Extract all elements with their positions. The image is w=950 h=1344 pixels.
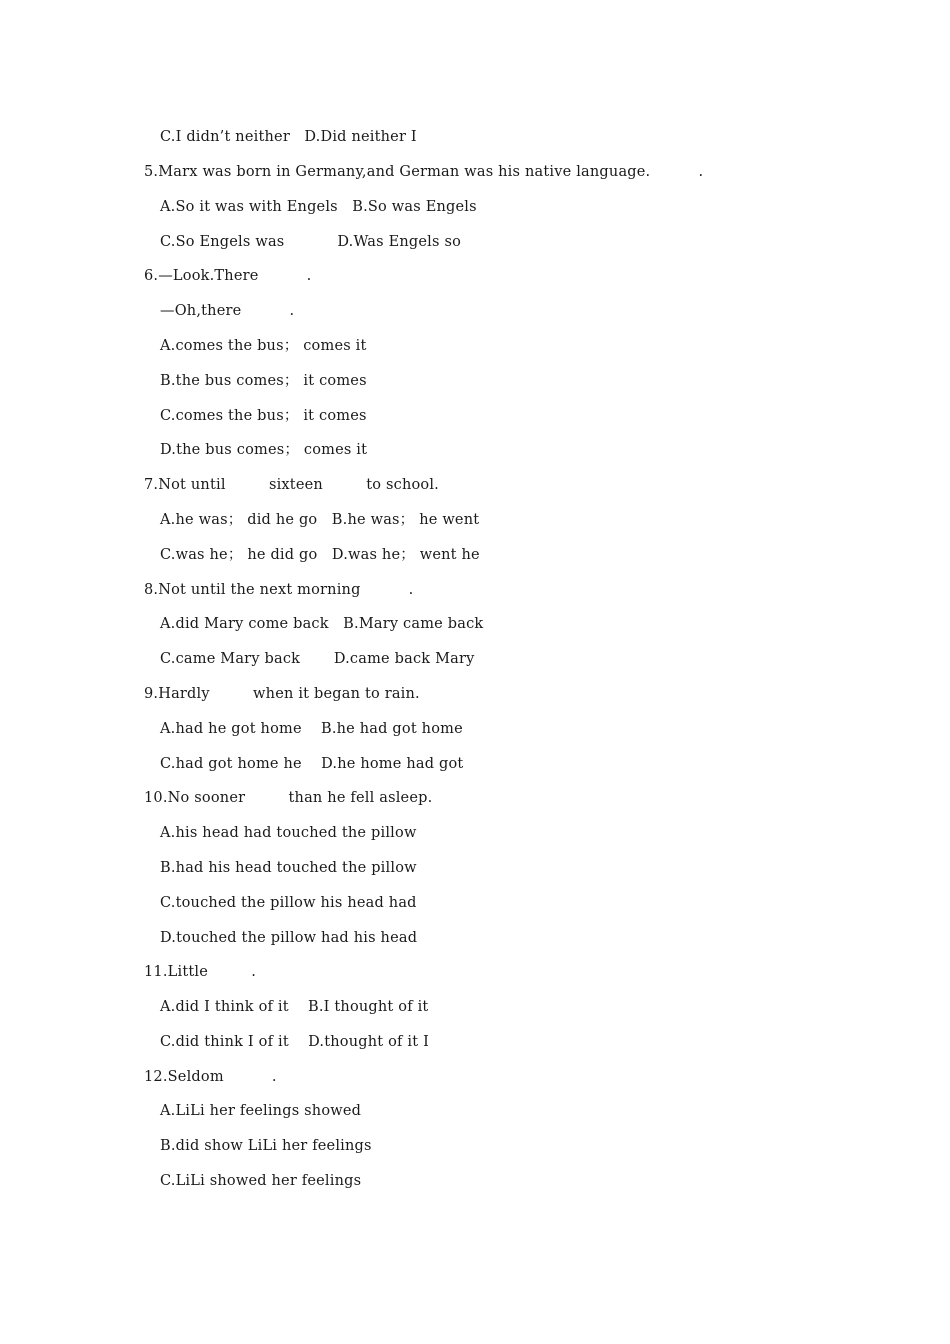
question-line: 7.Not until sixteen to school.	[144, 477, 439, 493]
option-line: B.had his head touched the pillow	[160, 860, 417, 876]
option-line: A.had he got home B.he had got home	[160, 721, 463, 737]
option-line: C.LiLi showed her feelings	[160, 1173, 362, 1189]
option-line: C.So Engels was D.Was Engels so	[160, 234, 462, 250]
question-line: 10.No sooner than he fell asleep.	[144, 790, 433, 806]
option-line: A.comes the bus； comes it	[160, 338, 367, 354]
option-line: A.he was； did he go B.he was； he went	[160, 512, 480, 528]
option-line: —Oh,there .	[160, 303, 295, 319]
option-line: C.had got home he D.he home had got	[160, 756, 464, 772]
option-line: A.LiLi her feelings showed	[160, 1103, 362, 1119]
option-line: C.comes the bus； it comes	[160, 408, 367, 424]
option-line: C.came Mary back D.came back Mary	[160, 651, 475, 667]
option-line: B.the bus comes； it comes	[160, 373, 367, 389]
option-line: B.did show LiLi her feelings	[160, 1138, 372, 1154]
option-line: A.did Mary come back B.Mary came back	[160, 616, 484, 632]
option-line: C.I didn’t neither D.Did neither I	[160, 129, 417, 145]
option-line: D.touched the pillow had his head	[160, 930, 418, 946]
option-line: C.touched the pillow his head had	[160, 895, 417, 911]
question-line: 12.Seldom .	[144, 1069, 277, 1085]
option-line: A.his head had touched the pillow	[160, 825, 417, 841]
question-line: 5.Marx was born in Germany,and German was his native language. .	[144, 164, 704, 180]
option-line: D.the bus comes； comes it	[160, 442, 368, 458]
question-line: 11.Little .	[144, 964, 257, 980]
option-line: C.did think I of it D.thought of it I	[160, 1034, 429, 1050]
question-line: 6.—Look.There .	[144, 268, 312, 284]
question-line: 8.Not until the next morning .	[144, 582, 414, 598]
question-line: 9.Hardly when it began to rain.	[144, 686, 420, 702]
option-line: A.So it was with Engels B.So was Engels	[160, 199, 477, 215]
option-line: A.did I think of it B.I thought of it	[160, 999, 429, 1015]
option-line: C.was he； he did go D.was he； went he	[160, 547, 480, 563]
